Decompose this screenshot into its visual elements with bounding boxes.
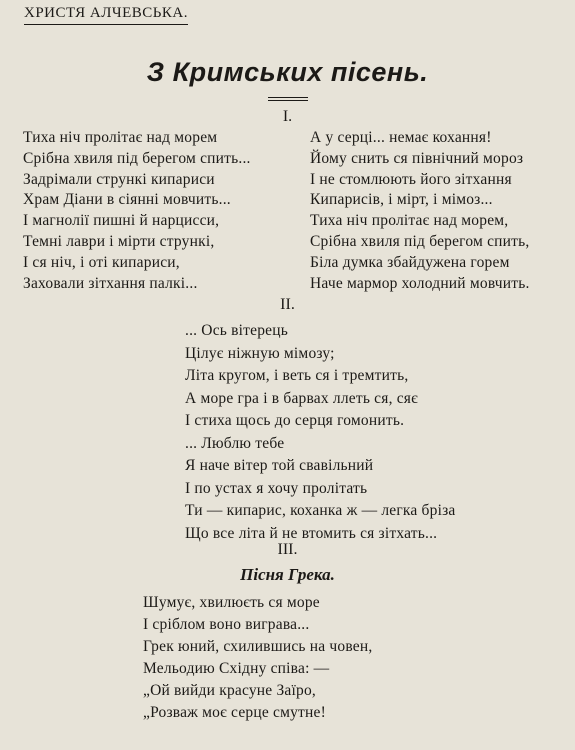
section-numeral-1: I. [282, 108, 293, 125]
verse-line: Храм Діани в сіянні мовчить... [23, 191, 231, 209]
verse-line: І магнолії пишні й нарцисси, [23, 212, 220, 230]
verse-line: Наче мармор холодний мовчить. [310, 274, 530, 292]
verse-line: Йому снить ся північний мороз [310, 149, 524, 167]
verse-line: Грек юний, схилившись на човен, [143, 638, 373, 655]
title-rule [268, 100, 308, 101]
verse-line: Цілує ніжную мімозу; [185, 344, 335, 362]
stanza-middle [185, 320, 456, 545]
stanza-bottom [143, 592, 372, 724]
verse-line: Тиха ніч пролітає над морем [23, 129, 218, 146]
section-numeral-2: II. [280, 296, 295, 313]
verse-line: Тиха ніч пролітає над морем, [310, 212, 509, 230]
verse-line: А у серці... немає кохання! [310, 129, 492, 146]
verse-line: „Розваж моє серце смутне! [143, 704, 326, 721]
author-header: ХРИСТЯ АЛЧЕВСЬКА. [24, 5, 188, 25]
verse-line: Що все літа й не втомить ся зітхать... [185, 524, 438, 542]
verse-line: Заховали зітхання палкі... [23, 274, 198, 292]
verse-line: І стиха щось до серця гомонить. [185, 412, 405, 429]
verse-line: Срібна хвиля під берегом спить... [23, 149, 251, 167]
verse-line: Шумує, хвилюєть ся море [143, 594, 320, 611]
verse-line: Ти — кипарис, коханка ж — легка бріза [185, 502, 456, 519]
section-numeral-3: III. [277, 541, 298, 558]
verse-line: „Ой вийди красуне Заїро, [143, 682, 316, 699]
stanza-left-column [23, 128, 251, 294]
stanza-right-column [310, 128, 530, 294]
verse-line: Біла думка збайдужена горем [310, 253, 510, 271]
verse-line: Кипарисів, і мірт, і мімоз... [310, 191, 493, 209]
song-subtitle: Пісня Грека. [240, 565, 335, 584]
verse-line: Темні лаври і мірти стрункі, [23, 232, 215, 250]
verse-line: І не стомлюють його зітхання [310, 170, 512, 188]
verse-line: А море гра і в барвах ллеть ся, сяє [185, 389, 418, 407]
poem-title: З Кримських пісень. [146, 57, 429, 87]
verse-line: І ся ніч, і оті кипариси, [23, 253, 180, 271]
verse-line: ... Люблю тебе [185, 434, 285, 452]
verse-line: І сріблом воно виграва... [143, 616, 310, 633]
verse-line: Я наче вітер той свавільний [185, 457, 374, 474]
verse-line: Мельодию Східну співа: — [143, 660, 330, 677]
verse-line: Срібна хвиля під берегом спить, [310, 232, 530, 250]
verse-line: І по устах я хочу пролітать [185, 479, 368, 497]
verse-line: Задрімали стрункі кипариси [23, 170, 215, 188]
title-rule [268, 97, 308, 98]
verse-line: Літа кругом, і веть ся і тремтить, [185, 367, 409, 384]
verse-line: ... Ось вітерець [185, 322, 288, 339]
